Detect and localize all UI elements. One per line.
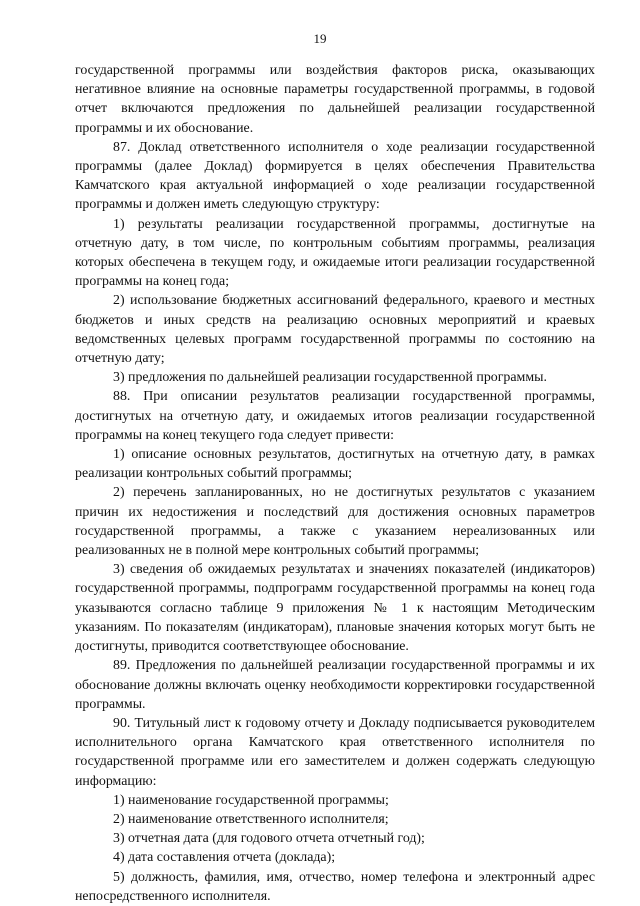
paragraph-87-item-3: 3) предложения по дальнейшей реализации государственной программы. [113, 370, 547, 386]
paragraph-90-item-3: 3) отчетная дата (для годового отчета отчетный год); [113, 831, 425, 847]
paragraph-87: 87. Доклад ответственного исполнителя о ходе реализации государственной программы (далее Доклад) формируется в целях обеспечения Правительства Камчатского края актуальной информацией о ходе реализации государственной программы и должен иметь следующую структуру: [75, 139, 595, 213]
paragraph-90-item-2: 2) наименование ответственного исполнителя; [113, 811, 389, 827]
paragraph-90-item-5: 5) должность, фамилия, имя, отчество, номер телефона и электронный адрес непосредственного исполнителя. [75, 869, 595, 904]
paragraph-90-item-4: 4) дата составления отчета (доклада); [113, 850, 336, 866]
paragraph-88-item-2: 2) перечень запланированных, но не достигнутых результатов с указанием причин их недостижения и последствий для достижения основных параметров государственной программы, а также с указанием нереализованных или реализованных не в полной мере контрольных событий программы; [75, 485, 595, 559]
paragraph-continuation: государственной программы или воздействия факторов риска, оказывающих негативное влияние на основные параметры государственной программы, в годовой отчет включаются предложения по дальнейшей реализации государственной программы и их обоснование. [75, 63, 595, 136]
paragraph-90: 90. Титульный лист к годовому отчету и Докладу подписывается руководителем исполнительного органа Камчатского края ответственного исполнителя по государственной программе или его заместителем и должен содержать следующую информацию: [75, 715, 595, 789]
paragraph-88-item-1: 1) описание основных результатов, достигнутых на отчетную дату, в рамках реализации контрольных событий программы; [75, 447, 595, 482]
paragraph-87-item-1: 1) результаты реализации государственной программы, достигнутые на отчетную дату, в том числе, по контрольным событиям программы, реализация которых обеспечена в текущем году, и ожидаемые итоги реализации государственной программы на конец года; [75, 216, 595, 290]
paragraph-87-item-2: 2) использование бюджетных ассигнований федерального, краевого и местных бюджетов и иных средств на реализацию основных мероприятий и краевых ведомственных целевых программ государственной программы по состоянию на отчетную дату; [75, 293, 595, 367]
page-number: 19 [313, 31, 327, 46]
paragraph-88-item-3: 3) сведения об ожидаемых результатах и значениях показателей (индикаторов) государственной программы, подпрограмм государственной программы на конец года указываются согласно таблице 9 приложения № 1 к настоящим Методическим указаниям. По показателям (индикаторам), плановые значения которых могут быть не достигнуты, приводится соответствующее обоснование. [75, 562, 595, 655]
document-body [75, 61, 595, 906]
paragraph-90-item-1: 1) наименование государственной программы; [113, 792, 389, 808]
paragraph-89: 89. Предложения по дальнейшей реализации государственной программы и их обоснование должны включать оценку необходимости корректировки государственной программы. [75, 658, 595, 712]
paragraph-88: 88. При описании результатов реализации государственной программы, достигнутых на отчетную дату, и ожидаемых итогов реализации государственной программы на конец текущего года следует привести: [75, 389, 595, 443]
